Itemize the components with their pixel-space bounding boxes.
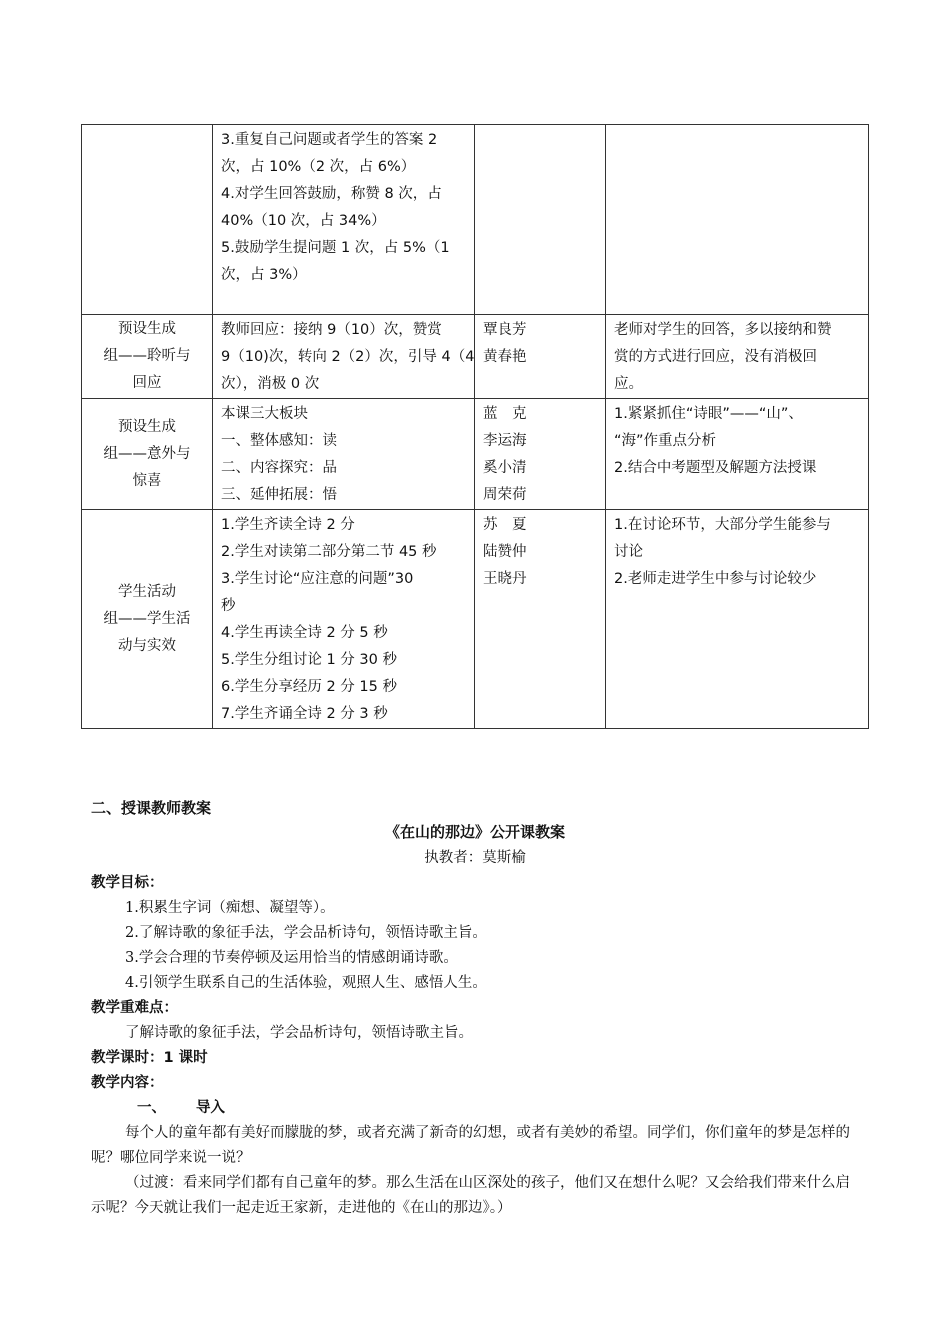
comment-line: 1.紧紧抓住“诗眼”——“山”、	[614, 406, 803, 422]
comment-cell	[606, 510, 869, 729]
observer-name: 李运海	[483, 433, 527, 449]
lesson-author: 执教者：莫斯榆	[424, 850, 526, 866]
table-row	[82, 510, 869, 729]
content-cell	[213, 399, 475, 510]
lesson-body	[91, 871, 863, 1221]
key-points-label: 教学重难点：	[91, 1000, 178, 1016]
comment-line: 2.结合中考题型及解题方法授课	[614, 460, 817, 476]
group-line: 预设生成	[118, 418, 176, 435]
comment-cell	[606, 125, 869, 315]
content-label: 教学内容：	[91, 1075, 164, 1091]
observer-name: 王晓丹	[483, 571, 527, 587]
comment-cell	[606, 315, 869, 399]
names-cell	[475, 125, 606, 315]
cell-line: 本课三大板块	[221, 406, 308, 422]
group-line: 回应	[132, 375, 162, 391]
goal-item: 3.学会合理的节奏停顿及运用恰当的情感朗诵诗歌。	[125, 950, 458, 966]
observer-name: 蓝 克	[483, 406, 527, 422]
goal-item: 4.引领学生联系自己的生活体验，观照人生、感悟人生。	[125, 975, 487, 991]
group-cell	[82, 399, 213, 510]
group-cell	[82, 315, 213, 399]
comment-cell	[606, 399, 869, 510]
goals-label: 教学目标：	[91, 875, 164, 891]
comment-line: 1.在讨论环节，大部分学生能参与	[614, 517, 831, 533]
cell-line: 秒	[221, 598, 236, 614]
cell-line: 一、整体感知：读	[221, 433, 337, 449]
step-heading	[91, 1096, 863, 1121]
names-cell	[475, 510, 606, 729]
group-line: 组——意外与	[103, 445, 191, 462]
comment-line: “海”作重点分析	[614, 433, 717, 449]
group-line: 惊喜	[132, 472, 162, 489]
cell-line: 5.学生分组讨论 1 分 30 秒	[221, 652, 397, 668]
cell-line: 4.学生再读全诗 2 分 5 秒	[221, 625, 388, 641]
key-points-text: 了解诗歌的象征手法，学会品析诗句，领悟诗歌主旨。	[125, 1025, 473, 1041]
cell-line: 3.学生讨论“应注意的问题”30	[221, 571, 414, 587]
names-cell	[475, 399, 606, 510]
observer-name: 黄春艳	[483, 349, 527, 365]
cell-line: 4.对学生回答鼓励，称赞 8 次，占	[221, 186, 442, 202]
goal-item: 2.了解诗歌的象征手法，学会品析诗句，领悟诗歌主旨。	[125, 925, 487, 941]
comment-line: 2.老师走进学生中参与讨论较少	[614, 571, 817, 587]
table-row	[82, 315, 869, 399]
cell-line: 次，占 3%）	[221, 267, 307, 283]
section-heading: 二、授课教师教案	[91, 799, 212, 817]
comment-line: 应。	[614, 376, 643, 392]
cell-line: 三、延伸拓展：悟	[221, 487, 337, 503]
observer-name: 陆赞仲	[483, 544, 527, 560]
group-cell	[82, 510, 213, 729]
table-row	[82, 399, 869, 510]
observer-name: 周荣荷	[483, 487, 527, 503]
cell-line: 40%（10 次，占 34%）	[221, 213, 386, 229]
step-name: 导入	[196, 1100, 225, 1116]
group-line: 学生活动	[118, 583, 176, 600]
cell-line: 次），消极 0 次	[221, 376, 320, 392]
content-cell	[213, 315, 475, 399]
group-line: 组——聆听与	[103, 348, 191, 364]
names-cell	[475, 315, 606, 399]
table-row	[82, 125, 869, 315]
paragraph: 每个人的童年都有美好而朦胧的梦，或者充满了新奇的幻想，或者有美妙的希望。同学们，你们童年的梦是怎样的呢？哪位同学来说一说？	[91, 1125, 850, 1166]
comment-line: 老师对学生的回答，多以接纳和赞	[614, 322, 832, 338]
observation-table	[81, 124, 869, 729]
cell-line: 6.学生分享经历 2 分 15 秒	[221, 679, 397, 695]
group-cell	[82, 125, 213, 315]
content-cell	[213, 125, 475, 315]
group-line: 组——学生活	[103, 610, 191, 627]
cell-line: 次，占 10%（2 次，占 6%）	[221, 159, 416, 175]
cell-line: 9（10)次，转向 2（2）次，引导 4（4	[221, 349, 475, 365]
group-line: 预设生成	[118, 321, 176, 337]
cell-line: 2.学生对读第二部分第二节 45 秒	[221, 544, 437, 560]
goal-item: 1.积累生字词（痴想、凝望等）。	[125, 900, 335, 916]
paragraph: （过渡：看来同学们都有自己童年的梦。那么生活在山区深处的孩子，他们又在想什么呢？又会给我们带来什么启示呢？今天就让我们一起走近王家新，走进他的《在山的那边》。）	[91, 1175, 850, 1216]
content-cell	[213, 510, 475, 729]
cell-line: 教师回应：接纳 9（10）次，赞赏	[221, 322, 442, 338]
step-number: 一、	[137, 1100, 166, 1116]
observer-name: 奚小清	[483, 460, 527, 476]
observer-name: 苏 夏	[483, 517, 527, 533]
cell-line: 二、内容探究：品	[221, 460, 337, 476]
comment-line: 赏的方式进行回应，没有消极回	[614, 349, 817, 365]
group-line: 动与实效	[118, 637, 176, 654]
cell-line: 3.重复自己问题或者学生的答案 2	[221, 132, 438, 148]
cell-line: 7.学生齐诵全诗 2 分 3 秒	[221, 706, 388, 722]
cell-line: 1.学生齐读全诗 2 分	[221, 517, 355, 533]
cell-line: 5.鼓励学生提问题 1 次，占 5%（1	[221, 240, 450, 256]
observer-name: 覃良芳	[483, 322, 527, 338]
class-hours: 教学课时：1 课时	[91, 1050, 208, 1066]
lesson-title: 《在山的那边》公开课教案	[384, 823, 565, 841]
comment-line: 讨论	[614, 544, 643, 560]
